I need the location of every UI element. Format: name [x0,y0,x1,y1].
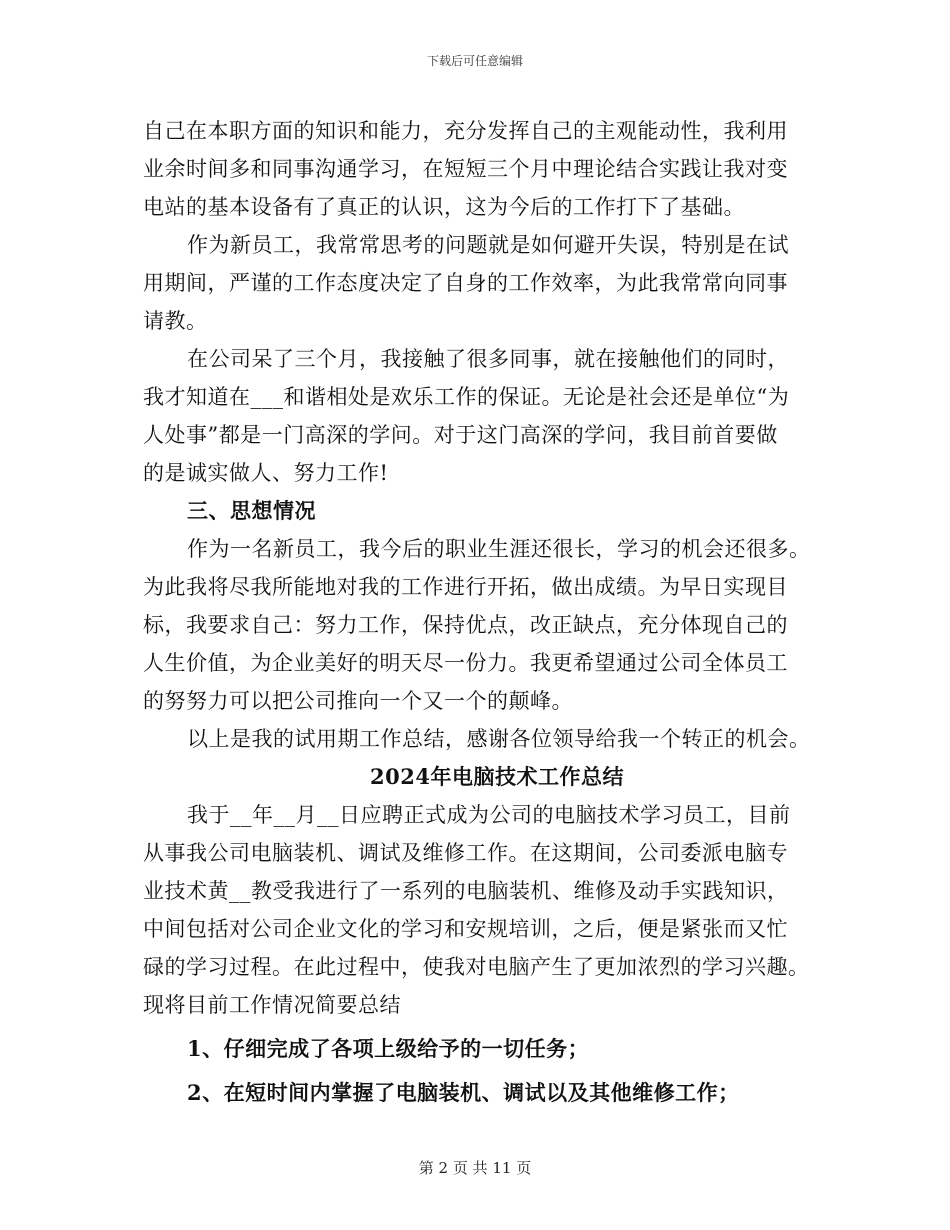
paragraph-line: 在公司呆了三个月，我接触了很多同事，就在接触他们的同时， [187,347,789,371]
paragraph-line: 的努努力可以把公司推向一个又一个的颠峰。 [143,689,573,713]
paragraph-line: 碌的学习过程。在此过程中，使我对电脑产生了更加浓烈的学习兴趣。 [143,955,810,979]
paragraph-line: 从事我公司电脑装机、调试及维修工作。在这期间，公司委派电脑专 [143,841,788,865]
paragraph-line: 用期间，严谨的工作态度决定了自身的工作效率，为此我常常向同事 [143,271,788,295]
list-item: 2、在短时间内掌握了电脑装机、调试以及其他维修工作； [187,1080,740,1105]
paragraph-line: 为此我将尽我所能地对我的工作进行开拓，做出成绩。为早日实现目 [143,575,788,599]
paragraph-line: 作为一名新员工，我今后的职业生涯还很长，学习的机会还很多。 [187,537,811,561]
paragraph-line: 现将目前工作情况简要总结 [143,993,401,1017]
paragraph-line: 我才知道在___和谐相处是欢乐工作的保证。无论是社会还是单位“为 [143,385,790,409]
paragraph-line: 自己在本职方面的知识和能力，充分发挥自己的主观能动性，我利用 [143,119,788,143]
paragraph-line: 人生价值，为企业美好的明天尽一份力。我更希望通过公司全体员工 [143,651,788,675]
list-item: 1、仔细完成了各项上级给予的一切任务； [187,1036,590,1061]
document-body [143,112,815,1112]
document-title: 2024年电脑技术工作总结 [370,764,624,789]
section-heading: 三、思想情况 [187,498,316,523]
paragraph-line: 电站的基本设备有了真正的认识，这为今后的工作打下了基础。 [143,195,745,219]
page-header: 下载后可任意编辑 [426,54,523,68]
paragraph-line: 业余时间多和同事沟通学习，在短短三个月中理论结合实践让我对变 [143,157,788,181]
paragraph-line: 标，我要求自己：努力工作，保持优点，改正缺点，充分体现自己的 [143,613,788,637]
paragraph-line: 请教。 [143,309,208,333]
paragraph-line: 人处事”都是一门高深的学问。对于这门高深的学问，我目前首要做 [143,423,778,447]
paragraph-line: 我于__年__月__日应聘正式成为公司的电脑技术学习员工，目前 [187,803,791,827]
paragraph-line: 的是诚实做人、努力工作! [143,461,389,485]
paragraph-line: 业技术黄__教受我进行了一系列的电脑装机、维修及动手实践知识， [143,879,789,903]
paragraph-line: 中间包括对公司企业文化的学习和安规培训，之后，便是紧张而又忙 [143,917,788,941]
page-footer: 第 2 页 共 11 页 [418,1159,532,1177]
paragraph-line: 以上是我的试用期工作总结，感谢各位领导给我一个转正的机会。 [187,727,811,751]
paragraph-line: 作为新员工，我常常思考的问题就是如何避开失误，特别是在试 [187,233,789,257]
